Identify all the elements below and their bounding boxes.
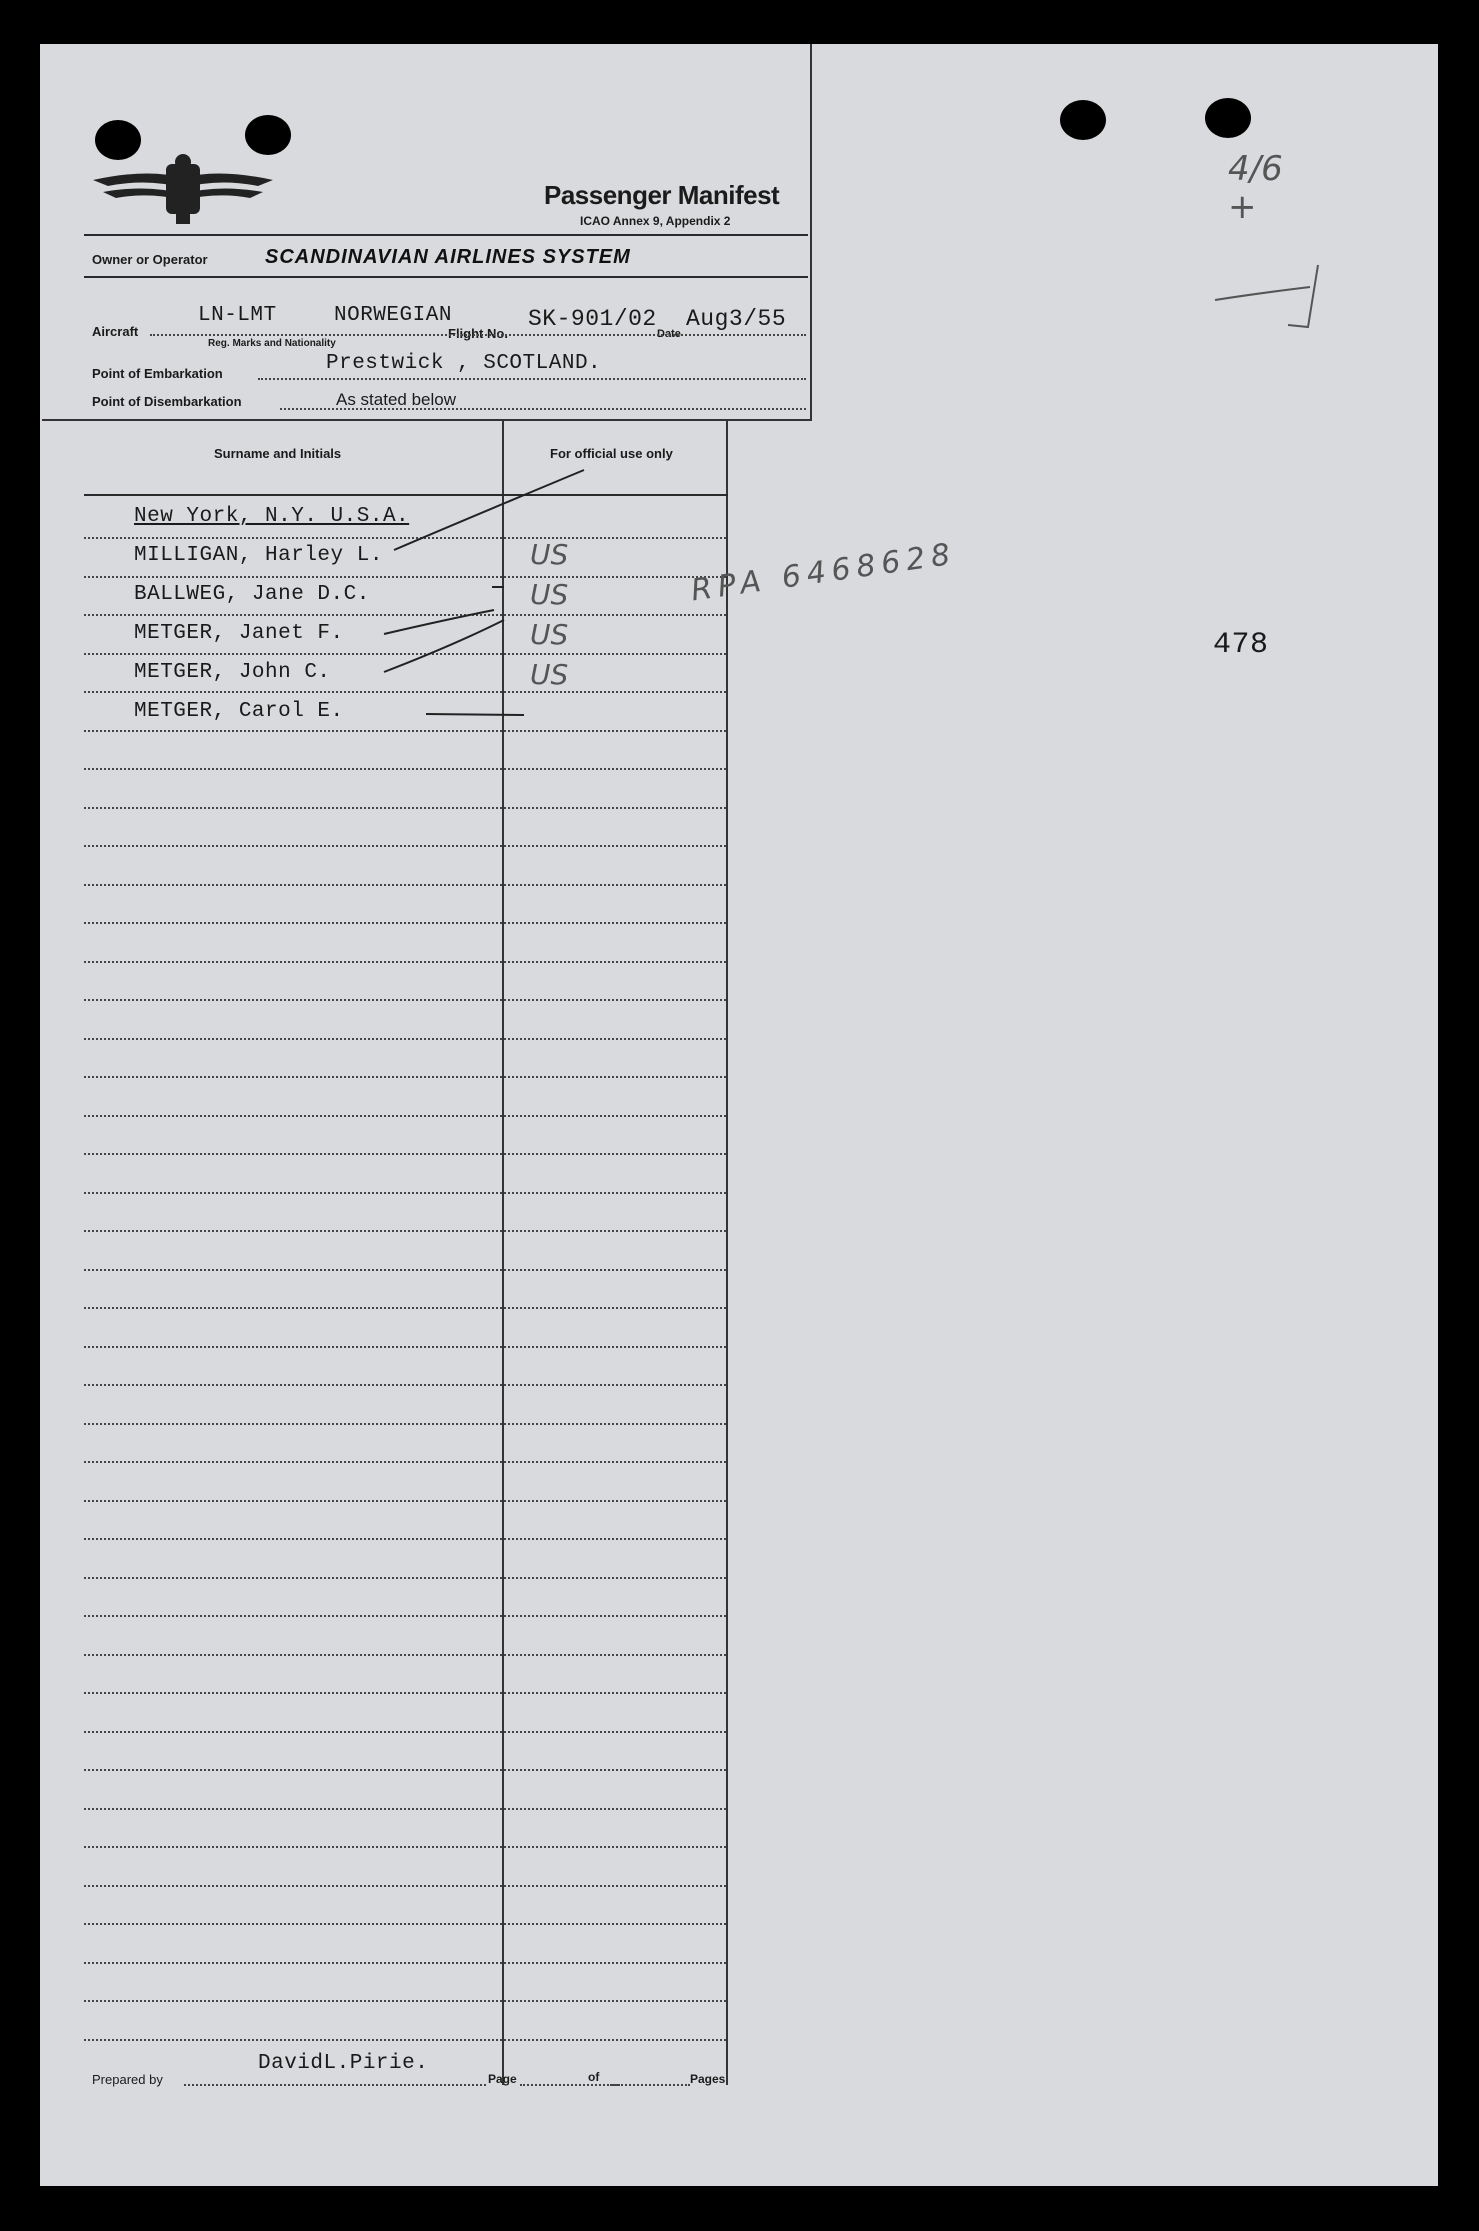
table-row-rule [84, 807, 726, 809]
table-row-rule [84, 1962, 726, 1964]
table-row-rule [84, 999, 726, 1001]
table-row-official: US [530, 538, 569, 571]
table-row-rule [84, 1692, 726, 1694]
table-row-rule [84, 845, 726, 847]
table-row-rule [84, 1615, 726, 1617]
table-row-official: US [530, 578, 569, 611]
prepared-by-value: DavidL.Pirie. [258, 2052, 429, 2075]
table-row-rule [84, 1808, 726, 1810]
embarkation-value: Prestwick , SCOTLAND. [326, 352, 602, 375]
corner-mark: 4/6 + [1228, 149, 1283, 227]
aircraft-dotline [150, 334, 806, 336]
table-row-rule [84, 1384, 726, 1386]
date-value: Aug3/55 [686, 306, 787, 332]
table-row-name: METGER, Carol E. [134, 700, 344, 723]
table-row-rule [84, 1500, 726, 1502]
airline-logo-icon [88, 150, 278, 230]
registration-value: LN-LMT [198, 304, 277, 327]
table-row-rule [84, 1538, 726, 1540]
table-row-rule [84, 1115, 726, 1117]
table-row-rule [84, 1654, 726, 1656]
table-row-rule [84, 1423, 726, 1425]
aircraft-label: Aircraft [92, 324, 139, 339]
table-row-rule [84, 1346, 726, 1348]
table-row-name: BALLWEG, Jane D.C. [134, 583, 370, 606]
embarkation-dotline [258, 378, 806, 380]
stamp-number: 478 [1213, 628, 1269, 662]
of-dotline [610, 2084, 690, 2086]
reg-marks-label: Reg. Marks and Nationality [208, 338, 336, 349]
prepared-by-label: Prepared by [92, 2072, 163, 2087]
table-row-official: US [530, 658, 569, 691]
table-row-rule [84, 1731, 726, 1733]
table-row-name: MILLIGAN, Harley L. [134, 544, 383, 567]
margin-note: RPA 6468628 [688, 536, 959, 609]
table-row-rule [84, 1192, 726, 1194]
corner-checkmark-icon [1200, 255, 1350, 345]
manifest-subtitle: ICAO Annex 9, Appendix 2 [580, 214, 731, 228]
table-row-official: US [530, 618, 569, 651]
operator-value: SCANDINAVIAN AIRLINES SYSTEM [265, 246, 631, 268]
table-row-name: New York, N.Y. U.S.A. [134, 505, 410, 528]
table-row-rule [84, 1269, 726, 1271]
official-column-header: For official use only [550, 446, 673, 461]
disembarkation-dotline [280, 408, 806, 410]
disembarkation-label: Point of Disembarkation [92, 394, 242, 409]
surname-column-header: Surname and Initials [214, 446, 342, 461]
table-row-rule [84, 1769, 726, 1771]
disembarkation-value: As stated below [336, 390, 457, 409]
table-row-rule [84, 1577, 726, 1579]
prepared-dotline [184, 2084, 486, 2086]
owner-label: Owner or Operator [92, 252, 208, 267]
table-row-rule [84, 1923, 726, 1925]
table-row-rule [84, 884, 726, 886]
table-row-rule [84, 1846, 726, 1848]
owner-rule [84, 276, 808, 278]
flight-no-value: SK-901/02 [528, 306, 657, 332]
table-row-rule [84, 1038, 726, 1040]
page-dotline [520, 2084, 620, 2086]
header-rule [84, 234, 808, 236]
pen-strikes [84, 420, 728, 740]
pages-label: Pages [690, 2072, 726, 2086]
table-row-rule [84, 1153, 726, 1155]
table-row-rule [84, 1461, 726, 1463]
table-row-name: METGER, John C. [134, 661, 331, 684]
passenger-table [84, 420, 728, 2085]
table-row-rule [84, 1307, 726, 1309]
table-row-rule [84, 922, 726, 924]
table-row-rule [84, 768, 726, 770]
table-row-rule [84, 1076, 726, 1078]
date-label: Date [657, 328, 681, 340]
embarkation-label: Point of Embarkation [92, 366, 223, 381]
table-row-rule [84, 961, 726, 963]
table-row-rule [84, 1885, 726, 1887]
table-row-rule [84, 2039, 726, 2041]
punch-hole [1060, 100, 1106, 140]
punch-hole [1205, 98, 1251, 138]
of-label: of [588, 2070, 600, 2084]
manifest-title: Passenger Manifest [544, 180, 780, 210]
table-row-rule [84, 1230, 726, 1232]
page-label: Page [488, 2072, 517, 2086]
table-row-rule [84, 2000, 726, 2002]
table-row-name: METGER, Janet F. [134, 622, 344, 645]
nationality-value: NORWEGIAN [334, 304, 452, 327]
flight-no-label: Flight No. [448, 326, 508, 341]
